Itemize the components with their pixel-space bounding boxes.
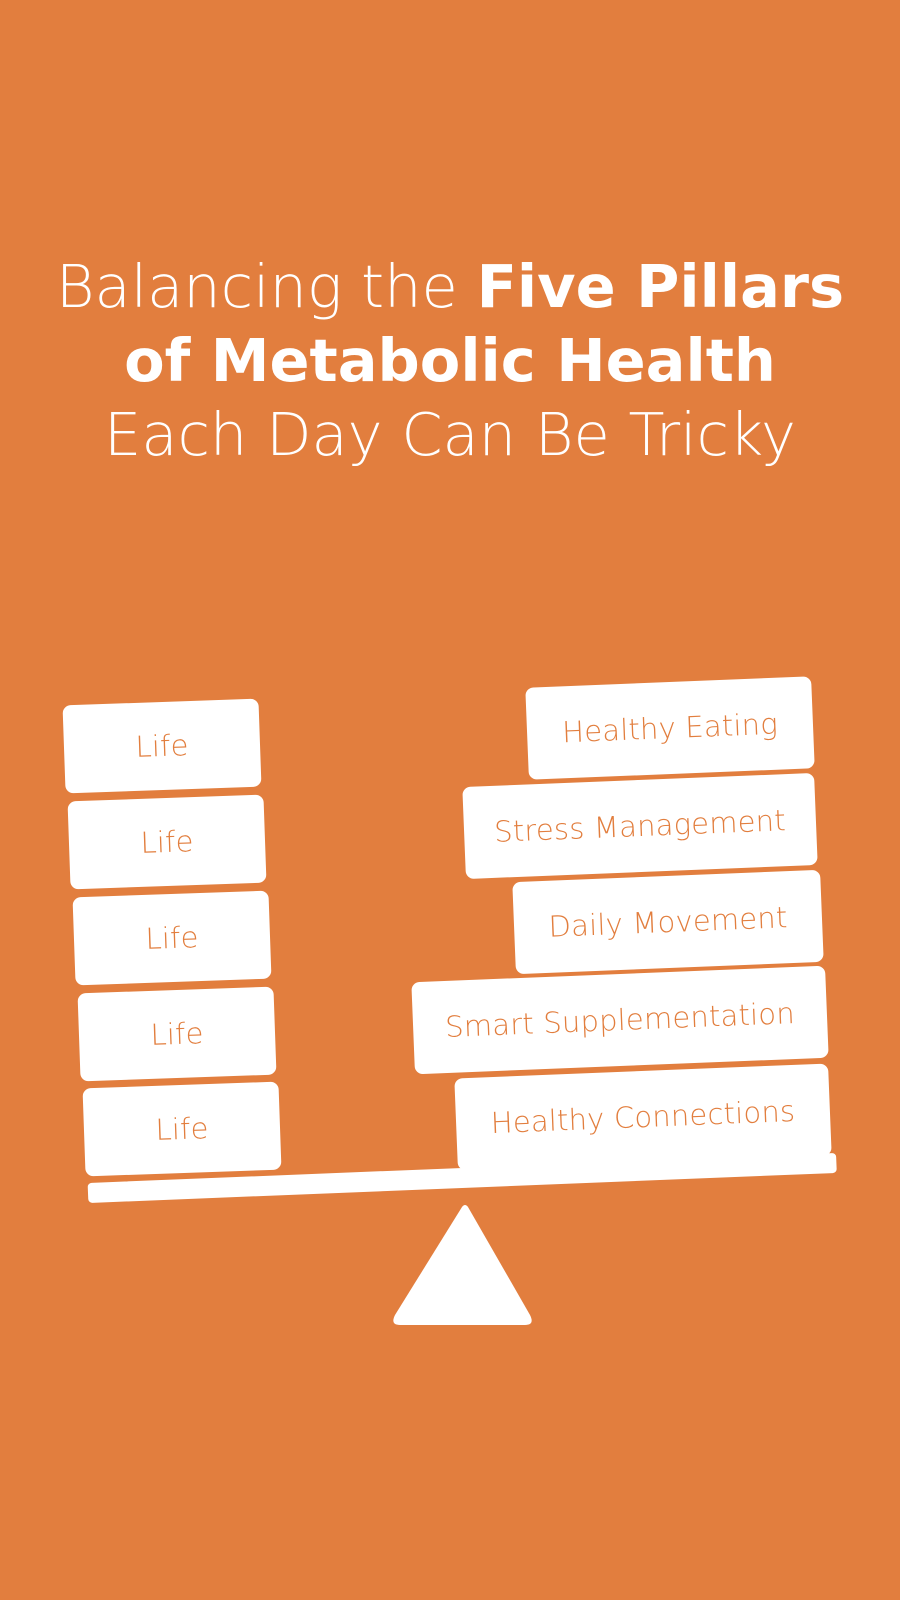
pillar-stress-management: Stress Management bbox=[462, 773, 817, 879]
life-block-3: Life bbox=[73, 891, 272, 986]
life-block-1: Life bbox=[63, 699, 262, 794]
headline-line-1-light: Balancing the bbox=[55, 252, 477, 321]
life-block-2: Life bbox=[68, 795, 267, 890]
pillar-healthy-eating: Healthy Eating bbox=[525, 676, 814, 779]
pillar-healthy-connections: Healthy Connections bbox=[454, 1064, 831, 1171]
headline-line-1-bold: Five Pillars bbox=[476, 252, 845, 321]
headline-line-1 bbox=[0, 250, 900, 324]
pillar-smart-supplementation: Smart Supplementation bbox=[411, 966, 828, 1075]
headline-line-3: Each Day Can Be Tricky bbox=[104, 400, 796, 469]
seesaw-fulcrum bbox=[390, 1203, 535, 1328]
headline bbox=[0, 250, 900, 472]
life-block-5: Life bbox=[83, 1082, 282, 1177]
headline-line-2-bold: of Metabolic Health bbox=[124, 326, 776, 395]
life-block-4: Life bbox=[78, 987, 277, 1082]
pillar-daily-movement: Daily Movement bbox=[512, 870, 823, 974]
headline-line-2 bbox=[0, 324, 900, 398]
